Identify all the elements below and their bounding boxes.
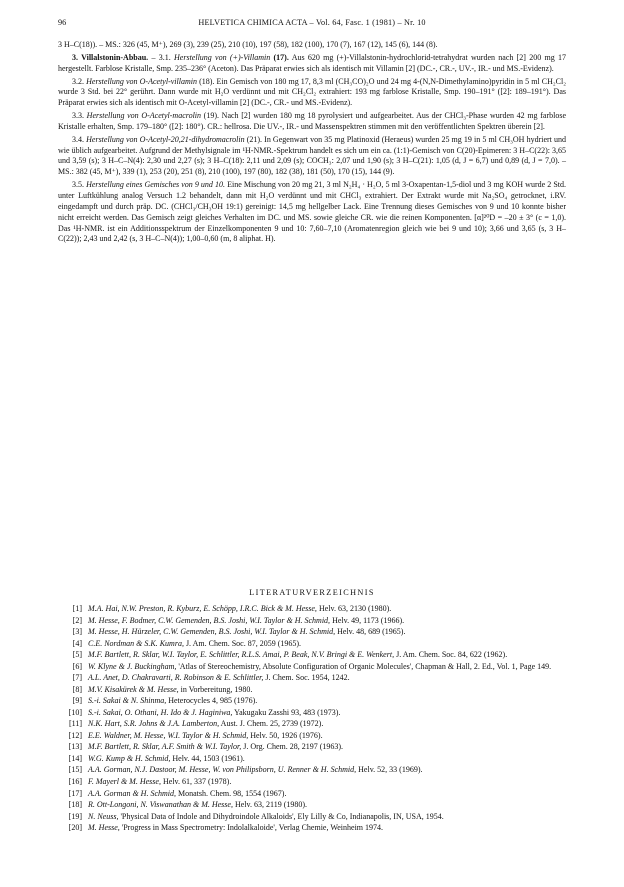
reference-number: [15] — [68, 765, 82, 775]
reference-number: [5] — [72, 650, 82, 660]
reference-source: in Vorbereitung, 1980. — [178, 684, 253, 694]
reference-item — [58, 616, 566, 627]
reference-source: Helv. 48, 689 (1965). — [335, 627, 406, 637]
reference-number: [2] — [72, 615, 82, 625]
reference-authors: M. Hesse, F. Bodmer, C.W. Gemenden, B.S. Joshi, W.I. Taylor & H. Schmid, — [88, 615, 331, 625]
paragraph-villalstonin-abbau — [58, 53, 566, 75]
reference-item — [58, 662, 566, 673]
reference-text — [88, 650, 566, 661]
reference-authors: F. Mayerl & M. Hesse, — [88, 776, 161, 786]
subsection-number: 3.2. — [72, 76, 87, 86]
reference-text — [88, 731, 566, 742]
reference-authors: S.-i. Sakai & N. Shinma, — [88, 696, 167, 706]
reference-source: Helv. 49, 1173 (1966). — [330, 615, 405, 625]
reference-authors: M. Hesse, H. Hürzeler, C.W. Gemenden, B.S. Joshi, W.I. Taylor & H. Schmid, — [88, 627, 336, 637]
reference-source: 'Progress in Mass Spectrometry: Indolalkaloide', Verlag Chemie, Weinheim 1974. — [119, 823, 384, 833]
reference-item — [58, 604, 566, 615]
reference-source: Helv. 63, 2119 (1980). — [232, 800, 308, 810]
paragraph-text: (21). In Gegenwart von 35 mg Platinoxid (Heraeus) wurden 25 mg 19 in 5 ml CH₃OH hydriert und wie üblich aufgearbeitet. Aufgrund der Methylsignale im ¹H-NMR.-Spektrum handelt es sich um ein ca. (1:1)-Gemisch von C(20)-Epimeren: 3 H–C(22): 3,65 und 3,59 (s); 3 H–C–N(4): 2,30 und 2,27 (s); 3 H–C(18): 2,11 und 2,09 (s); COCH₃: 2,07 und 1,90 (s); 3 H–C(21): 1,05 (d, J = 6,7) und 0,89 (d, J = 7,0). – MS.: 382 (45, M⁺), 339 (1), 253 (20), 251 (8), 210 (100), 197 (80), 182 (38), 181 (50), 170 (15), 144 (9). — [58, 134, 567, 177]
reference-authors: A.A. Gorman & H. Schmid, — [88, 788, 176, 798]
reference-number: [13] — [68, 742, 82, 752]
reference-text — [88, 708, 566, 719]
reference-text — [88, 604, 566, 615]
subsection-title: Herstellung eines Gemisches von 9 und 10. — [86, 180, 226, 190]
paragraph-acetyl-villamin — [58, 77, 566, 110]
reference-authors: N.K. Hart, S.R. Johns & J.A. Lamberton, — [88, 719, 220, 729]
reference-item — [58, 800, 566, 811]
reference-item — [58, 754, 566, 765]
reference-item — [58, 627, 566, 638]
reference-authors: A.L. Anet, D. Chakravarti, R. Robinson & E. Schlittler, — [88, 673, 264, 683]
reference-number: [7] — [72, 673, 82, 683]
paragraph-acetyl-macrolin — [58, 111, 566, 133]
reference-item — [58, 812, 566, 823]
reference-authors: A.A. Gorman, N.J. Dastoor, M. Hesse, W. von Philipsborn, U. Renner & H. Schmid, — [88, 765, 357, 775]
reference-list — [58, 604, 566, 835]
reference-text — [88, 823, 566, 834]
page-number: 96 — [58, 18, 67, 27]
reference-text — [88, 627, 566, 638]
reference-number: [18] — [68, 800, 82, 810]
subsection-title: Herstellung von (+)-Villamin — [174, 52, 271, 62]
journal-reference: HELVETICA CHIMICA ACTA – Vol. 64, Fasc. 1 (1981) – Nr. 10 — [198, 18, 426, 27]
reference-source: Helv. 52, 33 (1969). — [356, 765, 423, 775]
paragraph-ms-data — [58, 40, 566, 51]
reference-item — [58, 673, 566, 684]
paragraph-text: (19). Nach [2] wurden 180 mg 18 pyrolysiert und aufgearbeitet. Aus der CHCl₃-Phase wurden 42 mg farblose Kristalle erhalten, Smp. 179–180° ([2]: 180°). CR.: hellrosa. Die UV.-, IR.- und Massenspektren stimmen mit den veröffentlichten Spektren überein [2]. — [58, 111, 566, 131]
reference-text — [88, 639, 566, 650]
subsection-title: Herstellung von O-Acetyl-villamin — [86, 76, 197, 86]
reference-number: [3] — [72, 627, 82, 637]
reference-text — [88, 789, 566, 800]
reference-item — [58, 708, 566, 719]
reference-number: [20] — [68, 823, 82, 833]
reference-text — [88, 742, 566, 753]
paragraph-gemisch — [58, 180, 566, 245]
reference-source: J. Org. Chem. 28, 2197 (1963). — [241, 742, 344, 752]
reference-number: [16] — [68, 776, 82, 786]
reference-number: [9] — [72, 696, 82, 706]
reference-item — [58, 650, 566, 661]
subsection-number: – 3.1. — [148, 52, 175, 62]
reference-number: [6] — [72, 661, 82, 671]
reference-source: Helv. 44, 1503 (1961). — [170, 753, 245, 763]
reference-source: 'Atlas of Stereochemistry, Absolute Configuration of Organic Molecules', Chapman & Hall, 2. Ed., Vol. 1, Page 149. — [176, 661, 552, 671]
reference-text — [88, 673, 566, 684]
reference-item — [58, 719, 566, 730]
reference-source: 'Physical Data of Indole and Dihydroindole Alkaloids', Ely Lilly & Co, Indianapolis, IN, USA, 1954. — [118, 811, 444, 821]
reference-source: Helv. 61, 337 (1978). — [160, 776, 232, 786]
paragraph-text: Eine Mischung von 20 mg 21, 3 ml N₂H₄ · H₂O, 5 ml 3-Oxapentan-1,5-diol und 3 mg KOH wurde 2 Std. unter Luftkühlung analog Versuch 1.2 behandelt, dann mit H₂O verdünnt und mit CHCl₃ extrahiert. Der Extrakt wurde mit Na₂SO₄ getrocknet, i.RV. eingedampft und durch präp. DC. (CHCl₃/CH₃OH 19:1) gereinigt: 14,5 mg hellgelber Lack. Eine Trennung dieses Gemisches von 9 und 10 konnte bisher nicht erreicht werden. Das Gemisch zeigt gleiches Verhalten im DC. und MS. sowie gleiche CR. wie die reinen Komponenten. [α]²⁰D = –20 ± 3° (c = 1,0). Das ¹H-NMR. ist ein Additionsspektrum der Einzelkomponenten 9 und 10: 7,60–7,10 (Aromatenregion gleich wie bei 9 und 10); 3,66 und 3,65 (s, 3 H–C(22)); 2,43 und 2,42 (s, 3 H–C–N(4)); 1,00–0,60 (m, 8 aliphat. H). — [58, 180, 566, 244]
reference-number: [12] — [68, 730, 82, 740]
reference-source: Helv. 63, 2130 (1980). — [316, 604, 392, 613]
reference-authors: N. Neuss, — [88, 811, 119, 821]
paragraph-dihydromacrolin — [58, 135, 566, 178]
reference-authors: W. Klyne & J. Buckingham, — [88, 661, 177, 671]
reference-item — [58, 639, 566, 650]
paragraph-text: Aus 620 mg (+)-Villalstonin-hydrochlorid-tetrahydrat wurden nach [2] 200 mg 17 hergestellt. Farblose Kristalle, Smp. 235–236° (Aceton). Das Präparat erwies sich als identisch mit Villamin [2] (DC.-, CR.-, UV.-, IR.- und MS.-Evidenz). — [58, 52, 567, 73]
subsection-number: 3.3. — [72, 111, 87, 121]
subsection-number: 3.4. — [72, 134, 87, 144]
reference-text — [88, 777, 566, 788]
reference-number: [11] — [68, 719, 82, 729]
reference-text — [88, 685, 566, 696]
reference-source: J. Am. Chem. Soc. 84, 622 (1962). — [394, 650, 508, 660]
reference-authors: S.-i. Sakai, O. Othani, H. Ido & J. Haginiwa, — [88, 707, 233, 717]
subsection-number: 3.5. — [72, 180, 87, 190]
reference-text — [88, 812, 566, 823]
compound-number: (17). — [270, 52, 289, 62]
reference-authors: M.A. Hai, N.W. Preston, R. Kyburz, E. Schöpp, I.R.C. Bick & M. Hesse, — [88, 604, 317, 613]
reference-number: [14] — [68, 753, 82, 763]
reference-authors: W.G. Kump & H. Schmid, — [88, 753, 171, 763]
reference-authors: E.E. Waldner, M. Hesse, W.I. Taylor & H. Schmid, — [88, 730, 249, 740]
reference-number: [4] — [72, 638, 82, 648]
reference-text — [88, 662, 566, 673]
reference-item — [58, 765, 566, 776]
reference-number: [1] — [72, 604, 82, 613]
running-head — [58, 16, 566, 30]
reference-authors: M.V. Kisakürek & M. Hesse, — [88, 684, 179, 694]
reference-source: J. Am. Chem. Soc. 87, 2059 (1965). — [183, 638, 302, 648]
paragraph-text: 3 H–C(18)). – MS.: 326 (45, M⁺), 269 (3), 239 (25), 210 (10), 197 (58), 182 (100), 170 (7), 167 (12), 145 (6), 144 (8). — [58, 40, 438, 49]
paragraph-text: (18). Ein Gemisch von 180 mg 17, 8,3 ml (CH₃CO)₂O und 24 mg 4-(N,N-Dimethylamino)pyridin in 5 ml CH₂Cl₂ wurde 3 Std. bei 22° gerührt. Dann wurde mit H₂O verdünnt und mit CH₂Cl₂ extrahiert: 193 mg farblose Kristalle, Smp. 190–191° ([2]: 189–191°). Das Präparat erwies sich als identisch mit O-Acetyl-villamin [2] (DC.-, CR.- und MS.-Evidenz). — [58, 76, 566, 108]
reference-text — [88, 616, 566, 627]
reference-authors: M.F. Bartlett, R. Sklar, A.F. Smith & W.I. Taylor, — [88, 742, 242, 752]
reference-item — [58, 789, 566, 800]
reference-authors: C.E. Nordman & S.K. Kumra, — [88, 638, 184, 648]
reference-source: Helv. 50, 1926 (1976). — [248, 730, 323, 740]
references-title: LITERATURVERZEICHNIS — [249, 588, 375, 597]
reference-authors: M. Hesse, — [88, 823, 120, 833]
reference-text — [88, 765, 566, 776]
reference-source: Aust. J. Chem. 25, 2739 (1972). — [219, 719, 324, 729]
reference-text — [88, 696, 566, 707]
reference-item — [58, 823, 566, 834]
reference-item — [58, 731, 566, 742]
reference-text — [88, 800, 566, 811]
reference-source: J. Chem. Soc. 1954, 1242. — [263, 673, 350, 683]
reference-text — [88, 719, 566, 730]
reference-authors: R. Ott-Longoni, N. Viswanathan & M. Hesse, — [88, 800, 233, 810]
experimental-text — [58, 40, 566, 247]
subsection-title: Herstellung von O-Acetyl-macrolin — [86, 111, 202, 121]
reference-source: Heterocycles 4, 985 (1976). — [166, 696, 258, 706]
reference-source: Monatsh. Chem. 98, 1554 (1967). — [176, 788, 287, 798]
section-heading: 3. Villalstonin-Abbau. — [72, 52, 149, 62]
reference-number: [19] — [68, 811, 82, 821]
reference-number: [10] — [68, 707, 82, 717]
reference-item — [58, 742, 566, 753]
reference-number: [8] — [72, 684, 82, 694]
reference-item — [58, 696, 566, 707]
reference-item — [58, 685, 566, 696]
reference-source: Yakugaku Zasshi 93, 483 (1973). — [232, 707, 341, 717]
reference-item — [58, 777, 566, 788]
subsection-title: Herstellung von O-Acetyl-20,21-dihydromacrolin — [86, 134, 245, 144]
reference-text — [88, 754, 566, 765]
reference-authors: M.F. Bartlett, R. Sklar, W.I. Taylor, E. Schlittler, R.L.S. Amai, P. Beak, N.V. Bringi & E. Wenkert, — [88, 650, 395, 660]
reference-number: [17] — [68, 788, 82, 798]
